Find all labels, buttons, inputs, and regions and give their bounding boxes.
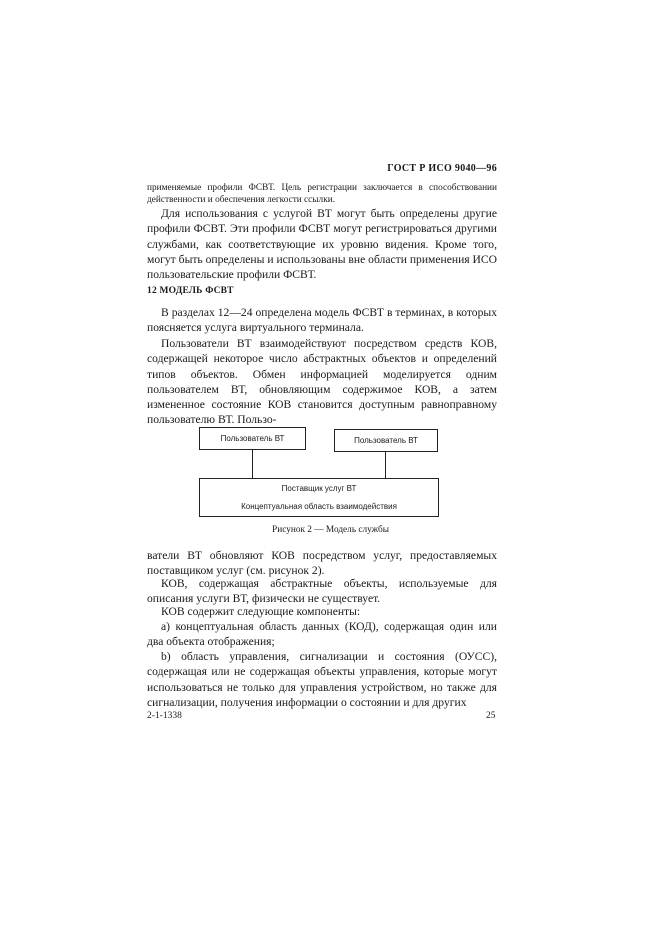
conceptual-area-box: Концептуальная область взаимодействия (199, 497, 439, 517)
top-paragraph: применяемые профили ФСВТ. Цель регистрации заключается в способствовании действенности и обеспечения легкости ссылки. (147, 183, 497, 205)
provider-box: Поставщик услуг ВТ (199, 478, 439, 499)
paragraph-users: Пользователи ВТ взаимодействуют посредством средств КОВ, содержащей некоторое число абстрактных объектов и определений типов объектов. Обмен информацией моделируется одним пользователем ВТ, обновляющим содержимое КОВ, а затем измененное состояние КОВ становится доступным равноправному пользователю ВТ. Пользо- (147, 337, 497, 427)
user-right-box: Пользователь ВТ (334, 429, 438, 452)
paragraph-after-figure: ватели ВТ обновляют КОВ посредством услуг, предоставляемых поставщиком услуг (см. рисунок 2). (147, 549, 497, 578)
list-item-b: b) область управления, сигнализации и состояния (ОУСС), содержащая или не содержащая объекты управления, которые могут использоваться не только для управления устройством, но также для сигнализации, получения информации о состоянии и для других (147, 650, 497, 709)
connector-left (252, 449, 253, 479)
list-item-a: а) концептуальная область данных (КОД), содержащая один или два объекта отображения; (147, 620, 497, 649)
paragraph-sections: В разделах 12—24 определена модель ФСВТ в терминах, в которых поясняется услуга виртуального терминала. (147, 306, 497, 335)
paragraph-components: КОВ содержит следующие компоненты: (161, 605, 361, 618)
footer-code: 2-1-1338 (147, 711, 182, 721)
section-heading: 12 МОДЕЛЬ ФСВТ (147, 286, 234, 296)
figure-caption: Рисунок 2 — Модель службы (272, 525, 389, 535)
document-header: ГОСТ Р ИСО 9040—96 (387, 163, 497, 174)
page-number: 25 (486, 711, 496, 721)
connector-right (385, 451, 386, 479)
user-left-box: Пользователь ВТ (199, 427, 306, 450)
paragraph-profiles: Для использования с услугой ВТ могут быть определены другие профили ФСВТ. Эти профили ФСВТ могут регистрироваться другими службами, как соответствующие их уровню видения. Кроме того, могут быть определены и использованы вне области применения ИСО пользовательские профили ФСВТ. (147, 207, 497, 282)
paragraph-kov: КОВ, содержащая абстрактные объекты, используемые для описания услуги ВТ, физически не существует. (147, 577, 497, 606)
